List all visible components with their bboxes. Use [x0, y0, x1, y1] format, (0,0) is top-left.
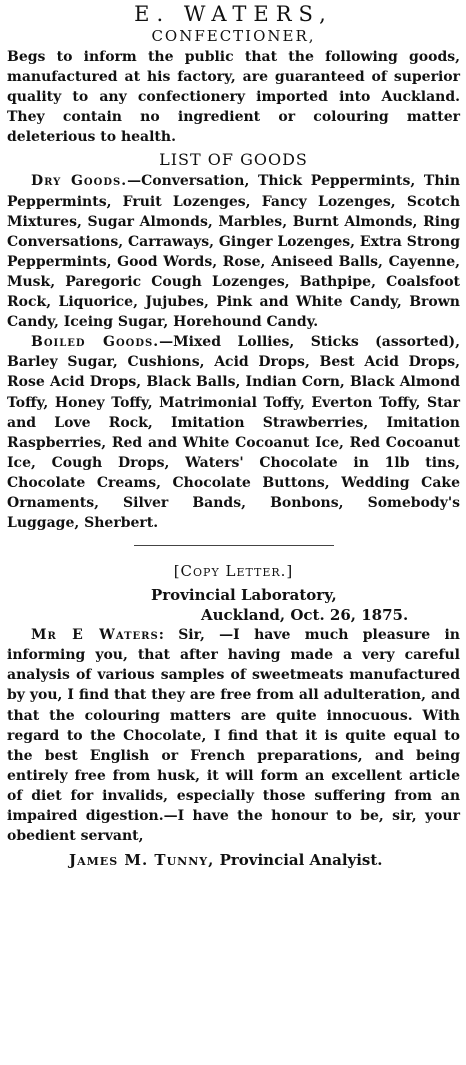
letter-body-text: : Sir, —I have much pleasure in informing you, that after having made a very careful analysis of various samples of sweetmeats manufactured by you, I find that they are free from all adulteration, and that the colouring matters are quite innocuous. With regard to the Chocolate, I find that it is quite equal to the best English or French preparations, and being entirely free from husk, it will form an excellent article of diet for invalids, especially those suffering from an impaired digestion.—I have the honour to be, sir, your obedient servant, — [7, 627, 460, 845]
letter-salutation: Mr E Waters — [31, 627, 159, 644]
dry-goods-items: —Conversation, Thick Peppermints, Thin Peppermints, Fruit Lozenges, Fancy Lozenges, Scotch Mixtures, Sugar Almonds, Marbles, Burnt Almonds, Ring Conversations, Carraways, Ginger Lozenges, Extra Strong Peppermints, Good Words, Rose, Aniseed Balls, Cayenne, Musk, Paregoric Cough Lozenges, Bathpipe, Coalsfoot Rock, Liquorice, Jujubes, Pink and White Candy, Brown Candy, Iceing Sugar, Horehound Candy. — [7, 173, 461, 331]
letter-address-line2: Auckland, Oct. 26, 1875. — [201, 606, 409, 625]
signature-title: Provincial Analyist. — [214, 851, 383, 870]
boiled-goods-paragraph — [7, 332, 460, 533]
boiled-goods-items: —Mixed Lollies, Sticks (assorted), Barley Sugar, Cushions, Acid Drops, Best Acid Drops, Rose Acid Drops, Black Balls, Indian Corn, Black Almond Toffy, Honey Toffy, Matrimonial Toffy, Everton Toffy, Star and Love Rock, Imitation Strawberries, Imitation Raspberries, Red and White Cocoanut Ice, Red Cocoanut Ice, Cough Drops, Waters' Chocolate in 1lb tins, Chocolate Creams, Chocolate Buttons, Wedding Cake Ornaments, Silver Bands, Bonbons, Somebody's Luggage, Sherbert. — [7, 334, 460, 532]
boiled-goods-label: Boiled Goods. — [31, 334, 160, 351]
signature-name: James M. Tunny, — [69, 851, 215, 870]
copy-letter-heading: [Copy Letter.] — [173, 562, 294, 581]
advertiser-name: E. WATERS, — [134, 2, 333, 26]
advertiser-trade: CONFECTIONER, — [151, 27, 316, 45]
dry-goods-paragraph — [7, 171, 460, 332]
list-heading: LIST OF GOODS — [159, 150, 308, 170]
section-divider — [134, 545, 334, 546]
letter-signature — [7, 849, 460, 871]
intro-paragraph: Begs to inform the public that the following goods, manufactured at his factory, are guaranteed of superior quality to any confectionery imported into Auckland. They contain no ingredient or colouring matter deleterious to health. — [7, 49, 460, 146]
letter-address-line1: Provincial Laboratory, — [151, 586, 337, 605]
letter-body — [7, 625, 460, 846]
dry-goods-label: Dry Goods. — [31, 173, 128, 190]
